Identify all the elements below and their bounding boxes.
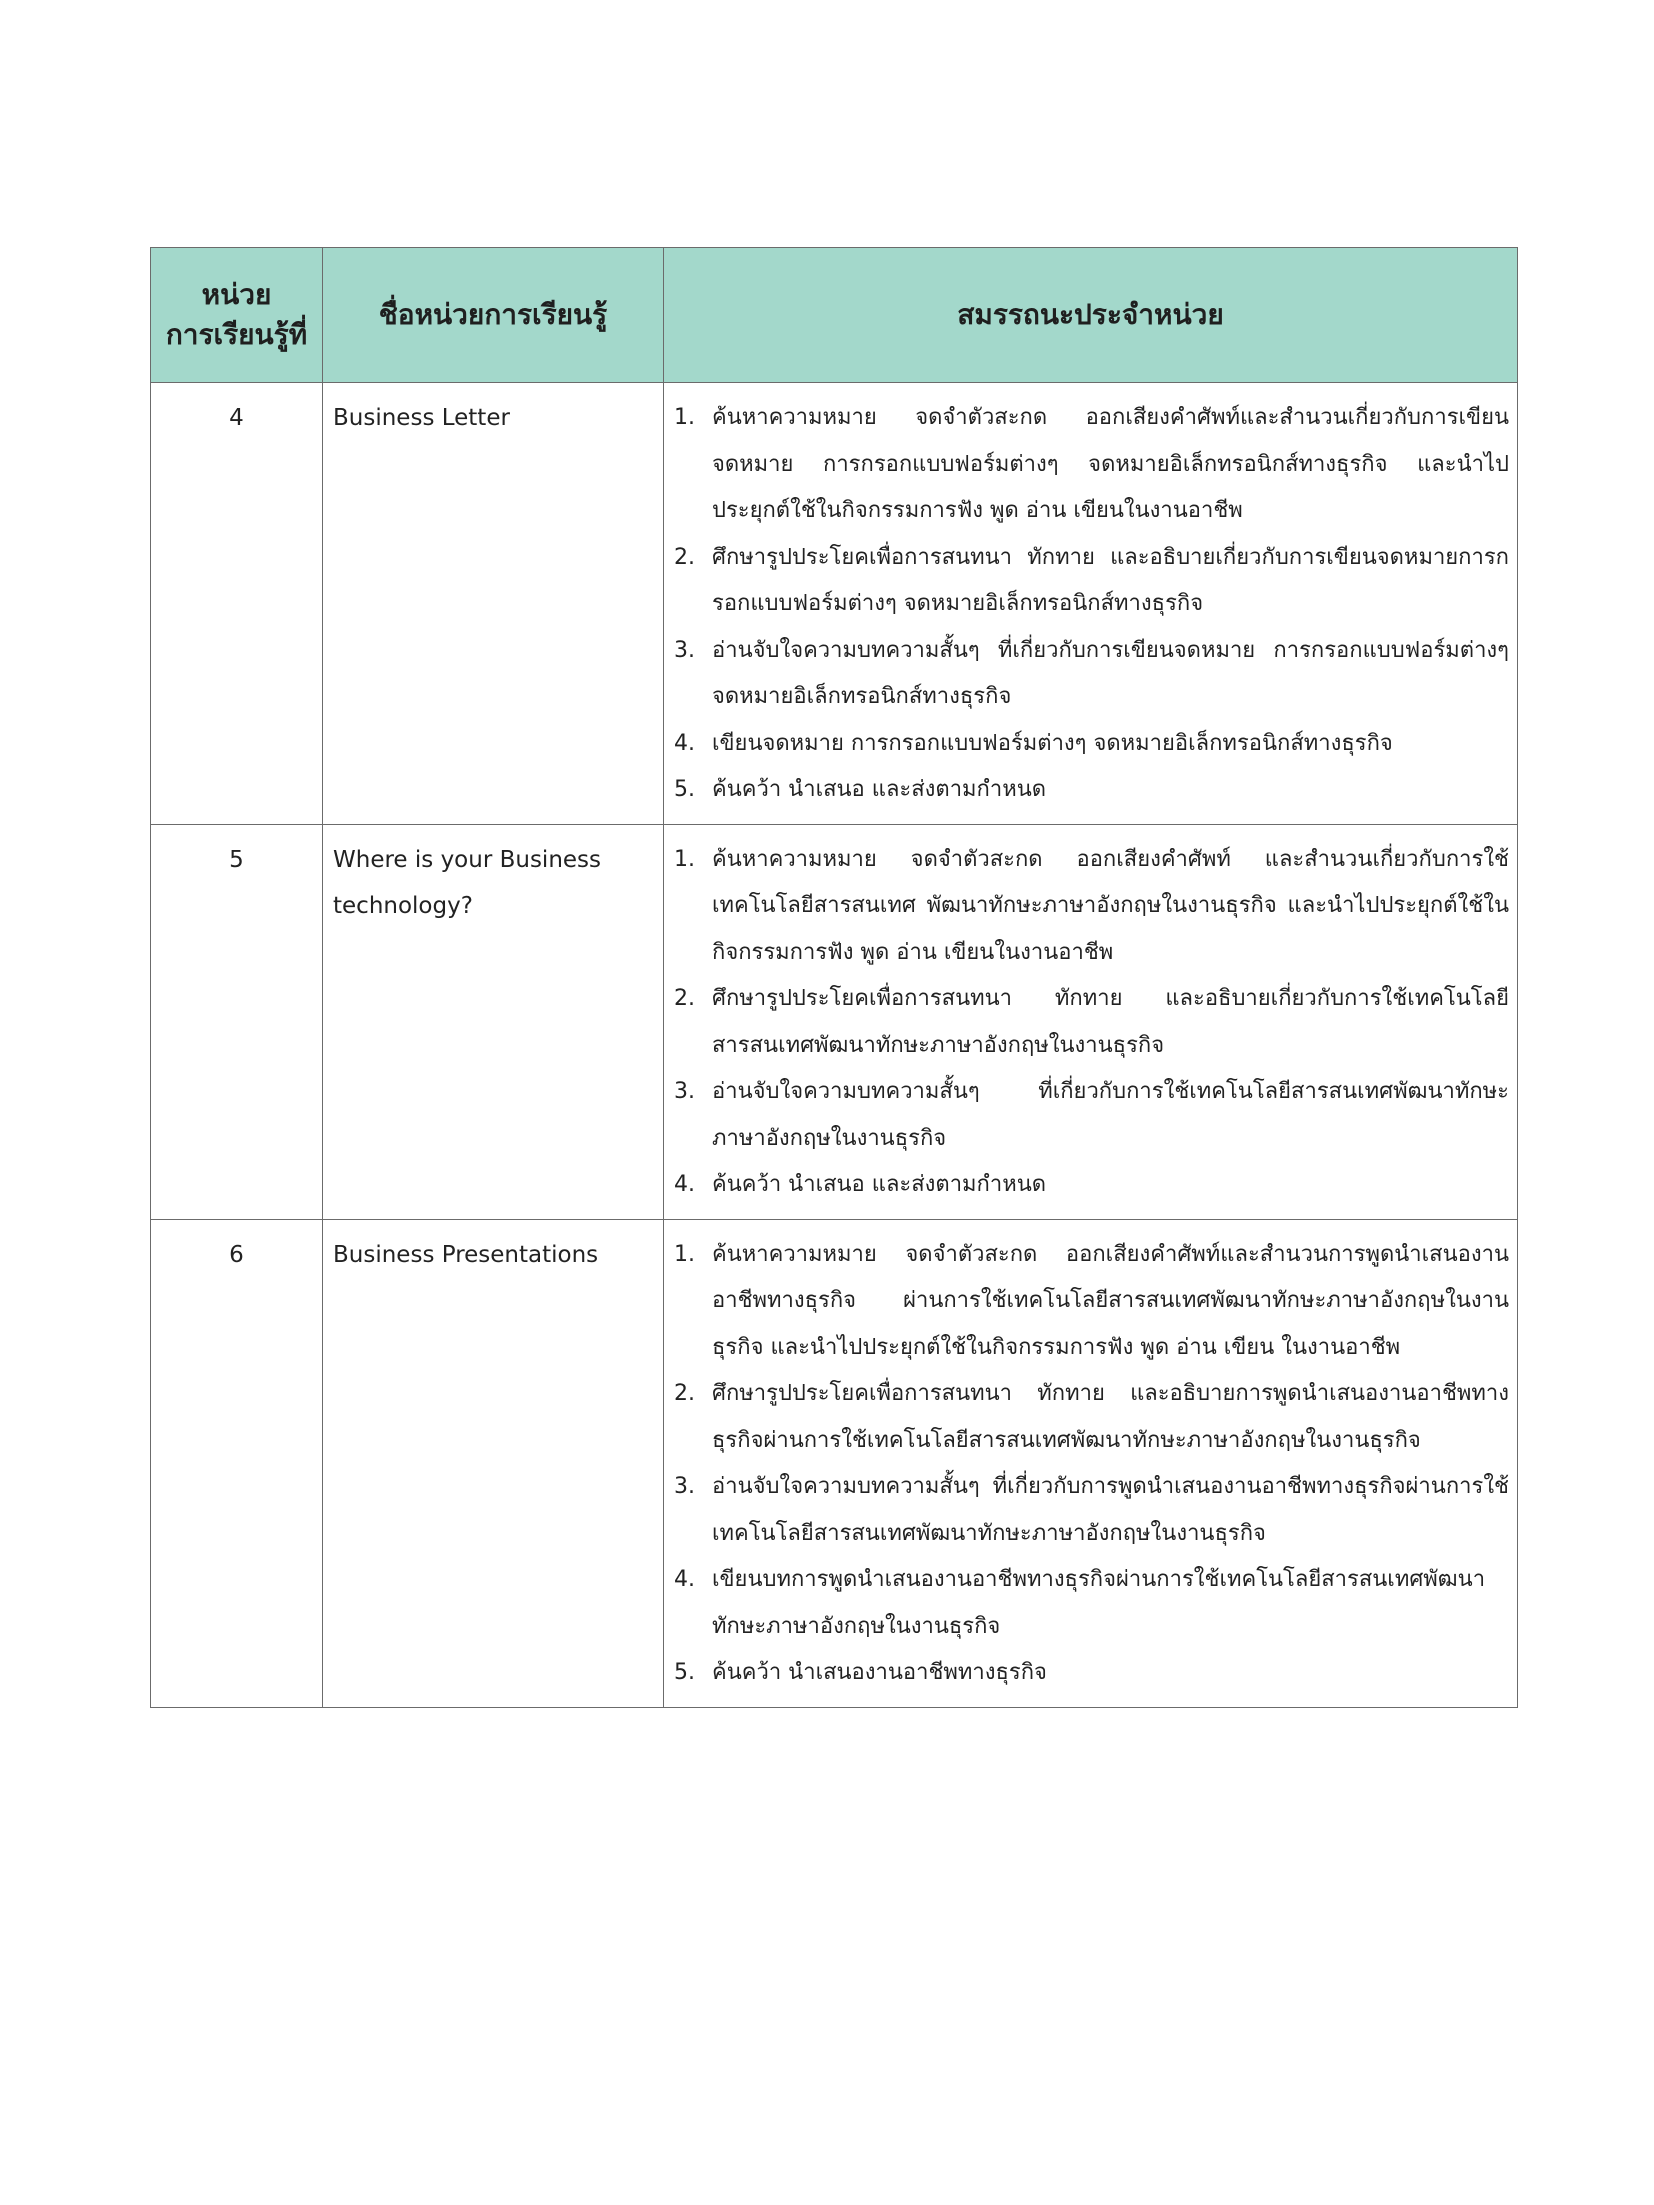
competency-item-text: อ่านจับใจความบทความสั้นๆ ที่เกี่ยวกับการพูดนำเสนองานอาชีพทางธุรกิจผ่านการใช้เทคโนโลยีสารสนเทศพัฒนาทักษะภาษาอังกฤษในงานธุรกิจ — [712, 1474, 1509, 1546]
unit-name-cell: Business Presentations — [323, 1219, 664, 1707]
competency-item — [674, 1162, 1509, 1209]
competency-item-number: 3. — [674, 1474, 695, 1499]
competency-item-number: 4. — [674, 1567, 695, 1592]
competency-list — [674, 837, 1509, 1209]
competency-item-text: อ่านจับใจความบทความสั้นๆ ที่เกี่ยวกับการเขียนจดหมาย การกรอกแบบฟอร์มต่างๆ จดหมายอิเล็กทรอนิกส์ทางธุรกิจ — [712, 637, 1509, 709]
competency-item-number: 1. — [674, 1241, 695, 1267]
competency-item — [674, 395, 1509, 535]
competency-item — [674, 1650, 1509, 1697]
table-row — [151, 824, 1518, 1219]
unit-number-cell: 4 — [151, 383, 323, 825]
competency-item — [674, 1069, 1509, 1162]
competency-item-number: 5. — [674, 1660, 695, 1685]
competency-item — [674, 721, 1509, 768]
competency-item — [674, 837, 1509, 977]
competency-item — [674, 1232, 1509, 1372]
unit-number-cell: 5 — [151, 824, 323, 1219]
competency-item — [674, 1464, 1509, 1557]
competency-item-number: 3. — [674, 637, 695, 663]
competency-item-number: 5. — [674, 777, 695, 802]
unit-name-cell: Business Letter — [323, 383, 664, 825]
competency-item-number: 4. — [674, 730, 695, 756]
competency-item-text: ค้นหาความหมาย จดจำตัวสะกด ออกเสียงคำศัพท์ และสำนวนเกี่ยวกับการใช้เทคโนโลยีสารสนเทศ พัฒนาทักษะภาษาอังกฤษในงานธุรกิจ และนำไปประยุกต์ใช้ในกิจกรรมการฟัง พูด อ่าน เขียนในงานอาชีพ — [712, 846, 1509, 965]
competency-item-number: 1. — [674, 405, 695, 430]
competency-item-text: ศึกษารูปประโยคเพื่อการสนทนา ทักทาย และอธิบายการพูดนำเสนองานอาชีพทางธุรกิจผ่านการใช้เทคโนโลยีสารสนเทศพัฒนาทักษะภาษาอังกฤษในงานธุรกิจ — [712, 1381, 1509, 1453]
competency-cell — [664, 824, 1518, 1219]
header-unit-number-line-2: การเรียนรู้ที่ — [165, 318, 308, 351]
competency-item-text: อ่านจับใจความบทความสั้นๆ ที่เกี่ยวกับการใช้เทคโนโลยีสารสนเทศพัฒนาทักษะภาษาอังกฤษในงานธุรกิจ — [712, 1079, 1509, 1151]
competency-item-text: เขียนบทการพูดนำเสนองานอาชีพทางธุรกิจผ่านการใช้เทคโนโลยีสารสนเทศพัฒนาทักษะภาษาอังกฤษในงานธุรกิจ — [712, 1567, 1486, 1639]
competency-item — [674, 976, 1509, 1069]
header-competency: สมรรถนะประจำหน่วย — [664, 248, 1518, 383]
competency-item — [674, 1557, 1509, 1650]
competency-table — [150, 247, 1518, 1708]
competency-item-number: 1. — [674, 846, 695, 872]
competency-item-text: เขียนจดหมาย การกรอกแบบฟอร์มต่างๆ จดหมายอิเล็กทรอนิกส์ทางธุรกิจ — [712, 730, 1393, 756]
competency-cell — [664, 1219, 1518, 1707]
table-header-row — [151, 248, 1518, 383]
competency-item-text: ค้นหาความหมาย จดจำตัวสะกด ออกเสียงคำศัพท์และสำนวนเกี่ยวกับการเขียนจดหมาย การกรอกแบบฟอร์มต่างๆ จดหมายอิเล็กทรอนิกส์ทางธุรกิจ และนำไปประยุกต์ใช้ในกิจกรรมการฟัง พูด อ่าน เขียนในงานอาชีพ — [712, 405, 1509, 523]
table-row — [151, 383, 1518, 825]
competency-item — [674, 1371, 1509, 1464]
competency-item-text: ค้นคว้า นำเสนองานอาชีพทางธุรกิจ — [712, 1660, 1047, 1685]
competency-list — [674, 395, 1509, 814]
competency-item-text: ศึกษารูปประโยคเพื่อการสนทนา ทักทาย และอธิบายเกี่ยวกับการเขียนจดหมายการกรอกแบบฟอร์มต่างๆ จดหมายอิเล็กทรอนิกส์ทางธุรกิจ — [712, 544, 1509, 616]
competency-item-number: 2. — [674, 1381, 695, 1406]
header-unit-number-line-1: หน่วย — [201, 278, 272, 311]
header-unit-number — [151, 248, 323, 383]
competency-item-text: ค้นหาความหมาย จดจำตัวสะกด ออกเสียงคำศัพท์และสำนวนการพูดนำเสนองานอาชีพทางธุรกิจ ผ่านการใช้เทคโนโลยีสารสนเทศพัฒนาทักษะภาษาอังกฤษในงานธุรกิจ และนำไปประยุกต์ใช้ในกิจกรรมการฟัง พูด อ่าน เขียน ในงานอาชีพ — [712, 1241, 1509, 1360]
competency-item — [674, 628, 1509, 721]
competency-list — [674, 1232, 1509, 1697]
competency-item — [674, 767, 1509, 814]
competency-item-text: ศึกษารูปประโยคเพื่อการสนทนา ทักทาย และอธิบายเกี่ยวกับการใช้เทคโนโลยีสารสนเทศพัฒนาทักษะภาษาอังกฤษในงานธุรกิจ — [712, 986, 1509, 1058]
competency-item-number: 2. — [674, 986, 695, 1011]
competency-item-number: 4. — [674, 1172, 695, 1197]
header-unit-name: ชื่อหน่วยการเรียนรู้ — [323, 248, 664, 383]
unit-name-cell: Where is your Business technology? — [323, 824, 664, 1219]
competency-item-number: 3. — [674, 1079, 695, 1104]
unit-number-cell: 6 — [151, 1219, 323, 1707]
competency-item-text: ค้นคว้า นำเสนอ และส่งตามกำหนด — [712, 1172, 1047, 1197]
competency-cell — [664, 383, 1518, 825]
competency-item-number: 2. — [674, 544, 695, 570]
competency-item-text: ค้นคว้า นำเสนอ และส่งตามกำหนด — [712, 777, 1047, 802]
competency-item — [674, 535, 1509, 628]
table-row — [151, 1219, 1518, 1707]
table-body — [151, 383, 1518, 1708]
